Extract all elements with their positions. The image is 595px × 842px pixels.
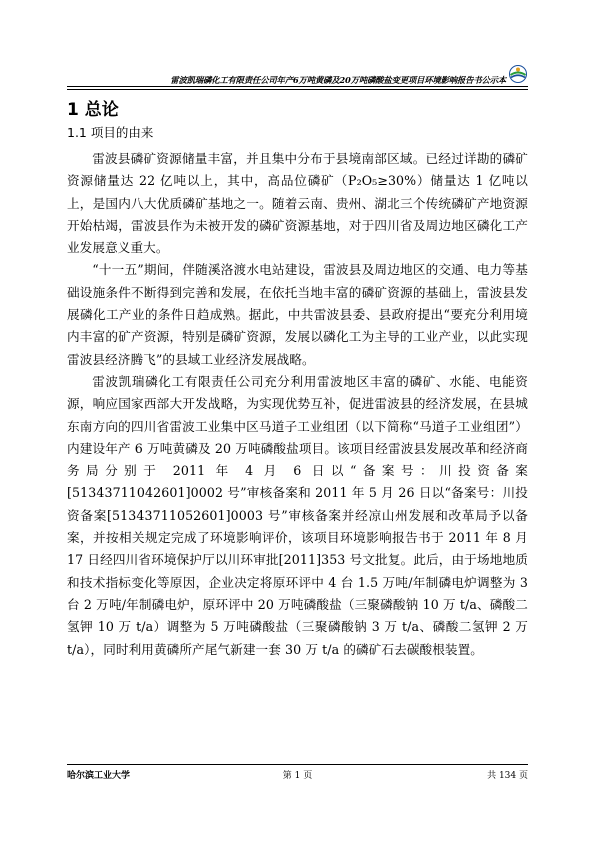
page-total: 共 134 页 — [487, 771, 528, 781]
footer-organization: 哈尔滨工业大学 — [67, 771, 131, 781]
globe-logo-icon — [508, 64, 528, 84]
paragraph-1: 雷波县磷矿资源储量丰富，并且集中分布于县境南部区域。已经过详勘的磷矿资源储量达 22 亿吨以上，其中，高品位磷矿（P₂O₅≥30%）储量达 1 亿吨以上，是国内八大优质磷矿基地之一。随着云南、贵州、湖北三个传统磷矿产地资源开始枯竭，雷波县作为未被开发的磷矿资源基地，对于四川省及周边地区磷化工产业发展意义重大。 — [67, 151, 528, 256]
header-title: 雷波凯瑞磷化工有限责任公司年产6万吨黄磷及20万吨磷酸盐变更项目环境影响报告书公示本 — [170, 75, 506, 85]
paragraph-2: “十一五”期间，伴随溪洛渡水电站建设，雷波县及周边地区的交通、电力等基础设施条件不断得到完善和发展，在依托当地丰富的磷矿资源的基础上，雷波县发展磷化工产业的条件日趋成熟。据此，中共雷波县委、县政府提出“要充分利用境内丰富的矿产资源，特别是磷矿资源，发展以磷化工为主导的工业产业，以此实现雷波县经济腾飞”的县域工业经济发展战略。 — [67, 262, 528, 367]
header-rule — [67, 86, 528, 87]
chapter-title: 1 总论 — [67, 100, 119, 120]
body-text — [67, 148, 528, 661]
paragraph-3: 雷波凯瑞磷化工有限责任公司充分利用雷波地区丰富的磷矿、水能、电能资源，响应国家西部大开发战略，为实现优势互补，促进雷波县的经济发展，在县城东南方向的四川省雷波工业集中区马道子工业组团（以下简称“马道子工业组团”）内建设年产 6 万吨黄磷及 20 万吨磷酸盐项目。该项目经雷波县发展改革和经济商务局分别于 2011 年 4 月 6 日以“备案号：川投资备案[51343711042601]0002 号”审核备案和 2011 年 5 月 26 日以“备案号：川投资备案[51343711052601]0003 号”审核备案并经凉山州发展和改革局予以备案，并按相关规定完成了环境影响评价，该项目环境影响报告书于 2011 年 8 月 17 日经四川省环境保护厅以川环审批[2011]353 号文批复。此后，由于场地地质和技术指标变化等原因，企业决定将原环评中 4 台 1.5 万吨/年制磷电炉调整为 3 台 2 万吨/年制磷电炉，原环评中 20 万吨磷酸盐（三聚磷酸钠 10 万 t/a、磷酸二氢钾 10 万 t/a）调整为 5 万吨磷酸盐（三聚磷酸钠 3 万 t/a、磷酸二氢钾 2 万 t/a），同时利用黄磷所产尾气新建一套 30 万 t/a 的磷矿石去碳酸根装置。 — [67, 373, 528, 657]
footer-rule — [67, 764, 528, 765]
header-rule-thin — [67, 89, 528, 90]
page-number: 第 1 页 — [282, 771, 313, 781]
page-header — [67, 60, 528, 90]
section-title: 1.1 项目的由来 — [67, 125, 154, 140]
